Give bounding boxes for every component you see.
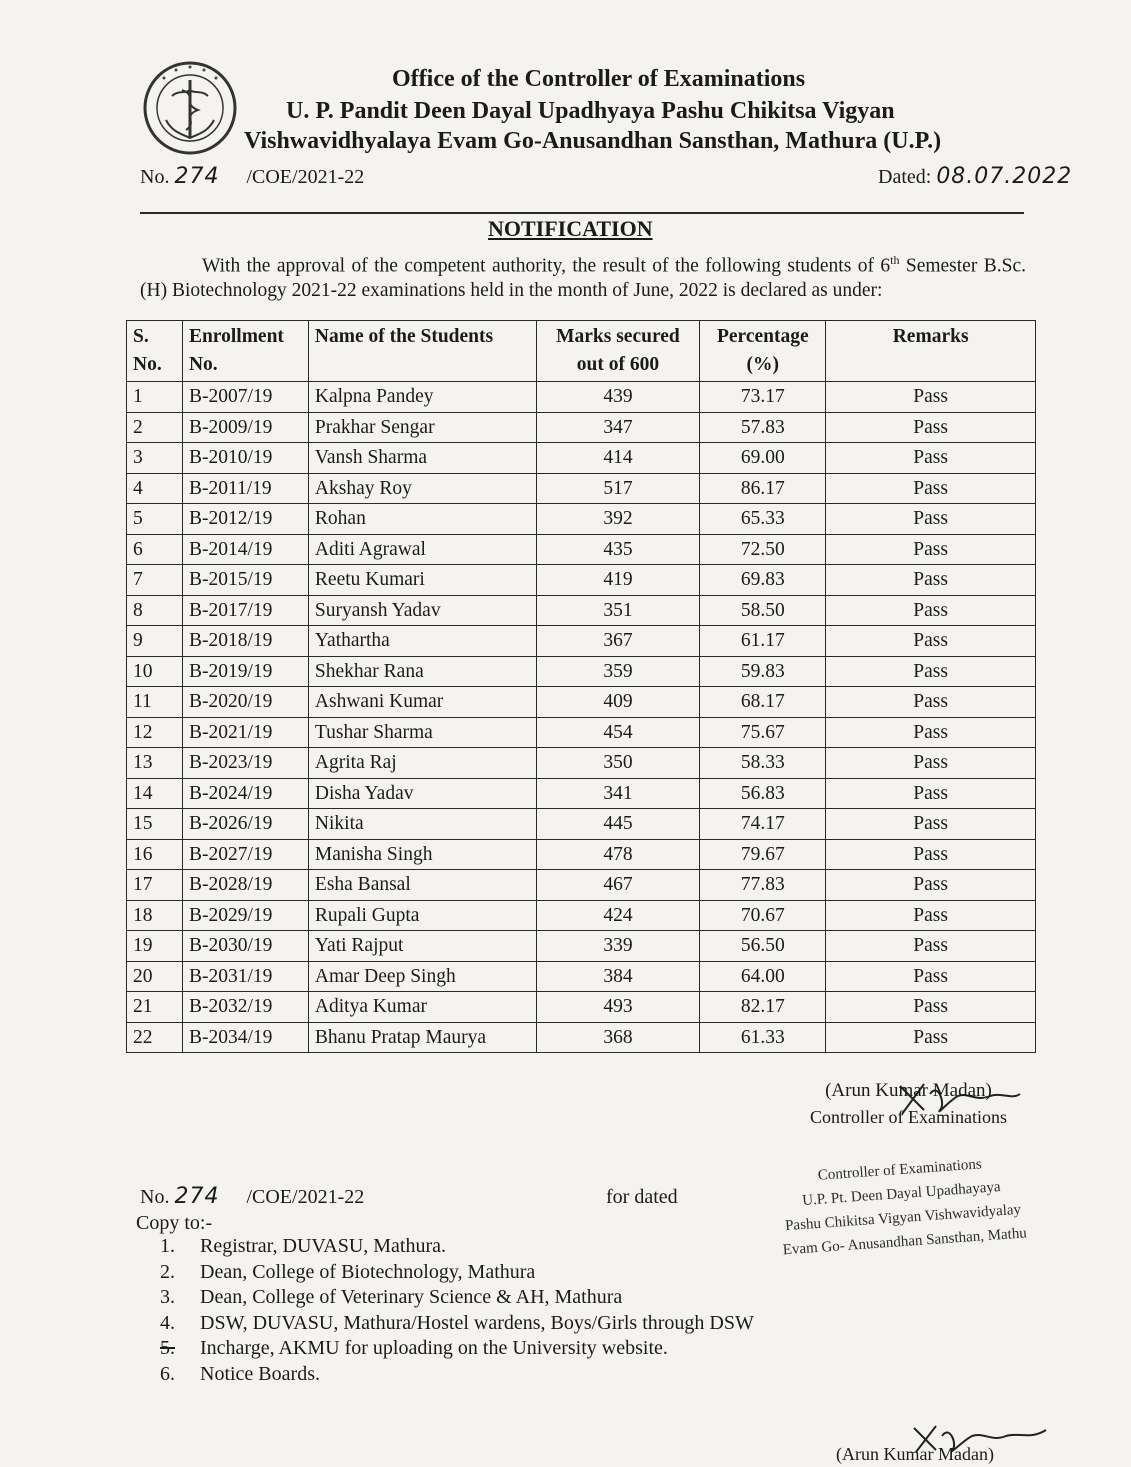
cell-sno: 7 [127,565,183,596]
cell-sno: 18 [127,900,183,931]
cell-percentage: 74.17 [700,809,826,840]
header-divider [140,212,1024,214]
cell-percentage: 58.33 [700,748,826,779]
cell-name: Aditi Agrawal [308,534,536,565]
stamp-line-2: U.P. Pt. Deen Dayal Upadhayaya [801,1179,1002,1209]
cell-name: Kalpna Pandey [308,382,536,413]
table-row [127,534,1036,565]
cell-sno: 1 [127,382,183,413]
reference-number [140,164,364,189]
cell-percentage: 57.83 [700,412,826,443]
office-title: Office of the Controller of Examinations [392,66,806,92]
table-row [127,565,1036,596]
cell-percentage: 69.83 [700,565,826,596]
cell-remarks: Pass [826,412,1036,443]
cell-marks: 493 [536,992,700,1023]
cell-remarks: Pass [826,382,1036,413]
table-row [127,504,1036,535]
cell-marks: 359 [536,656,700,687]
cell-name: Yathartha [308,626,536,657]
cell-sno: 14 [127,778,183,809]
cell-name: Rupali Gupta [308,900,536,931]
controller-signature-block [810,1078,1007,1130]
cell-percentage: 58.50 [700,595,826,626]
cell-remarks: Pass [826,748,1036,779]
cell-marks: 439 [536,382,700,413]
cell-remarks: Pass [826,900,1036,931]
cell-remarks: Pass [826,656,1036,687]
table-row [127,809,1036,840]
cell-percentage: 64.00 [700,961,826,992]
cell-enrollment: B-2012/19 [182,504,308,535]
cell-enrollment: B-2024/19 [182,778,308,809]
list-item: 1. Registrar, DUVASU, Mathura. [160,1235,447,1257]
cell-name: Tushar Sharma [308,717,536,748]
cell-marks: 384 [536,961,700,992]
table-row [127,870,1036,901]
list-item: 2. Dean, College of Biotechnology, Mathura [160,1260,536,1283]
cell-sno: 12 [127,717,183,748]
cell-enrollment: B-2009/19 [182,412,308,443]
cell-name: Bhanu Pratap Maurya [308,1022,536,1053]
dated-line [878,164,1072,189]
cell-percentage: 59.83 [700,656,826,687]
list-item: 3. Dean, College of Veterinary Science & AH, Mathura [160,1286,623,1308]
cell-enrollment: B-2010/19 [182,443,308,474]
intro-text-1: With the approval of the competent authority, the result of the following students of 6 [202,255,891,277]
table-row [127,900,1036,931]
cell-name: Reetu Kumari [308,565,536,596]
cell-remarks: Pass [826,1022,1036,1053]
header-enrollment: Enrollment No. [182,321,308,382]
cell-marks: 424 [536,900,700,931]
cell-sno: 6 [127,534,183,565]
copy-reference-number [140,1184,364,1209]
table-row [127,961,1036,992]
stamp-line-3: Pashu Chikitsa Vigyan Vishwavidyalay [784,1201,1022,1235]
cell-marks: 467 [536,870,700,901]
copy-distribution-list [160,1234,754,1387]
cell-name: Rohan [308,504,536,535]
cell-sno: 4 [127,473,183,504]
cell-enrollment: B-2018/19 [182,626,308,657]
stamp-line-1: Controller of Examinations [817,1156,983,1184]
cell-sno: 11 [127,687,183,718]
cell-enrollment: B-2032/19 [182,992,308,1023]
cell-percentage: 77.83 [700,870,826,901]
cell-sno: 9 [127,626,183,657]
cell-marks: 347 [536,412,700,443]
cell-percentage: 68.17 [700,687,826,718]
cell-remarks: Pass [826,473,1036,504]
cell-percentage: 61.17 [700,626,826,657]
cell-sno: 21 [127,992,183,1023]
cell-marks: 517 [536,473,700,504]
cell-remarks: Pass [826,626,1036,657]
cell-percentage: 69.00 [700,443,826,474]
cell-remarks: Pass [826,839,1036,870]
table-row [127,1022,1036,1053]
cell-sno: 5 [127,504,183,535]
cell-marks: 445 [536,809,700,840]
cell-enrollment: B-2034/19 [182,1022,308,1053]
table-row [127,748,1036,779]
cell-name: Ashwani Kumar [308,687,536,718]
copy-no-label: No. [140,1186,170,1208]
table-row [127,778,1036,809]
university-name-line2: Vishwavidhyalaya Evam Go-Anusandhan Sansthan, Mathura (U.P.) [244,128,942,154]
cell-marks: 339 [536,931,700,962]
copy-no-handwritten: 274 [174,1184,220,1209]
cell-enrollment: B-2017/19 [182,595,308,626]
cell-remarks: Pass [826,717,1036,748]
intro-paragraph [140,248,1026,303]
cell-name: Yati Rajput [308,931,536,962]
signatory-name: (Arun Kumar Madan) [825,1080,992,1101]
cell-remarks: Pass [826,778,1036,809]
cell-remarks: Pass [826,534,1036,565]
university-name-line1: U. P. Pandit Deen Dayal Upadhyaya Pashu Chikitsa Vigyan [286,98,895,124]
cell-percentage: 65.33 [700,504,826,535]
cell-enrollment: B-2029/19 [182,900,308,931]
list-item: 5. Incharge, AKMU for uploading on the University website. [160,1337,668,1359]
intro-superscript: th [890,253,900,267]
table-row [127,626,1036,657]
header-remarks: Remarks [826,321,1036,382]
cell-marks: 435 [536,534,700,565]
table-row [127,412,1036,443]
cell-enrollment: B-2026/19 [182,809,308,840]
cell-enrollment: B-2020/19 [182,687,308,718]
cell-enrollment: B-2023/19 [182,748,308,779]
signatory-designation: Controller of Examinations [810,1107,1007,1127]
table-row [127,931,1036,962]
intro-text-2: Semester B.Sc. (H) Biotechnology 2021-22 examinations held in the month of June, 2022 is declared as under: [140,255,1026,301]
cell-remarks: Pass [826,443,1036,474]
cell-sno: 2 [127,412,183,443]
cell-percentage: 79.67 [700,839,826,870]
cell-marks: 478 [536,839,700,870]
cell-enrollment: B-2011/19 [182,473,308,504]
cell-name: Amar Deep Singh [308,961,536,992]
cell-marks: 392 [536,504,700,535]
reference-no-label: No. [140,166,170,188]
cell-percentage: 70.67 [700,900,826,931]
cell-enrollment: B-2007/19 [182,382,308,413]
cell-enrollment: B-2019/19 [182,656,308,687]
notification-title: NOTIFICATION [488,216,653,241]
cell-percentage: 56.50 [700,931,826,962]
copy-to-label: Copy to:- [136,1212,213,1234]
cell-sno: 19 [127,931,183,962]
cell-sno: 15 [127,809,183,840]
cell-sno: 20 [127,961,183,992]
cell-name: Nikita [308,809,536,840]
cell-name: Prakhar Sengar [308,412,536,443]
header-name: Name of the Students [308,321,536,382]
cell-sno: 8 [127,595,183,626]
cell-enrollment: B-2030/19 [182,931,308,962]
cell-remarks: Pass [826,809,1036,840]
cell-sno: 10 [127,656,183,687]
table-row [127,992,1036,1023]
cell-enrollment: B-2014/19 [182,534,308,565]
cell-remarks: Pass [826,687,1036,718]
cell-sno: 13 [127,748,183,779]
cell-name: Akshay Roy [308,473,536,504]
cell-name: Disha Yadav [308,778,536,809]
dated-label: Dated: [878,166,932,188]
cell-enrollment: B-2027/19 [182,839,308,870]
official-stamp [777,1150,1028,1263]
list-item: 6. Notice Boards. [160,1362,320,1385]
list-item: 4. DSW, DUVASU, Mathura/Hostel wardens, Boys/Girls through DSW [160,1311,754,1334]
cell-name: Shekhar Rana [308,656,536,687]
table-row [127,595,1036,626]
cell-marks: 419 [536,565,700,596]
cell-sno: 16 [127,839,183,870]
footer-signatory-name: (Arun Kumar Madan) [836,1444,994,1464]
dated-handwritten-value: 08.07.2022 [936,164,1073,189]
cell-percentage: 82.17 [700,992,826,1023]
cell-marks: 350 [536,748,700,779]
cell-name: Manisha Singh [308,839,536,870]
table-row [127,687,1036,718]
cell-marks: 351 [536,595,700,626]
cell-sno: 22 [127,1022,183,1053]
table-row [127,443,1036,474]
reference-no-suffix: /COE/2021-22 [246,166,365,188]
cell-remarks: Pass [826,504,1036,535]
cell-percentage: 56.83 [700,778,826,809]
cell-enrollment: B-2021/19 [182,717,308,748]
table-row [127,382,1036,413]
header-percentage: Percentage (%) [700,321,826,382]
cell-remarks: Pass [826,961,1036,992]
table-row [127,717,1036,748]
table-row [127,839,1036,870]
header-marks: Marks secured out of 600 [536,321,700,382]
cell-name: Vansh Sharma [308,443,536,474]
copy-no-suffix: /COE/2021-22 [246,1186,365,1208]
cell-remarks: Pass [826,992,1036,1023]
table-row [127,473,1036,504]
cell-name: Suryansh Yadav [308,595,536,626]
cell-enrollment: B-2015/19 [182,565,308,596]
cell-marks: 341 [536,778,700,809]
cell-remarks: Pass [826,931,1036,962]
cell-marks: 409 [536,687,700,718]
cell-percentage: 73.17 [700,382,826,413]
reference-no-handwritten: 274 [174,164,220,189]
cell-sno: 3 [127,443,183,474]
header-sno: S. No. [127,321,183,382]
table-header-row [127,321,1036,382]
cell-percentage: 72.50 [700,534,826,565]
copy-for-dated: for dated [606,1186,678,1208]
cell-percentage: 75.67 [700,717,826,748]
cell-marks: 367 [536,626,700,657]
cell-marks: 368 [536,1022,700,1053]
cell-enrollment: B-2028/19 [182,870,308,901]
cell-remarks: Pass [826,565,1036,596]
results-table [126,320,1036,1053]
cell-percentage: 61.33 [700,1022,826,1053]
cell-sno: 17 [127,870,183,901]
cell-name: Agrita Raj [308,748,536,779]
university-emblem-logo [142,60,238,156]
cell-percentage: 86.17 [700,473,826,504]
cell-name: Esha Bansal [308,870,536,901]
stamp-line-4: Evam Go- Anusandhan Sansthan, Mathu [782,1225,1028,1259]
cell-marks: 454 [536,717,700,748]
cell-marks: 414 [536,443,700,474]
cell-name: Aditya Kumar [308,992,536,1023]
cell-remarks: Pass [826,595,1036,626]
table-row [127,656,1036,687]
cell-enrollment: B-2031/19 [182,961,308,992]
cell-remarks: Pass [826,870,1036,901]
